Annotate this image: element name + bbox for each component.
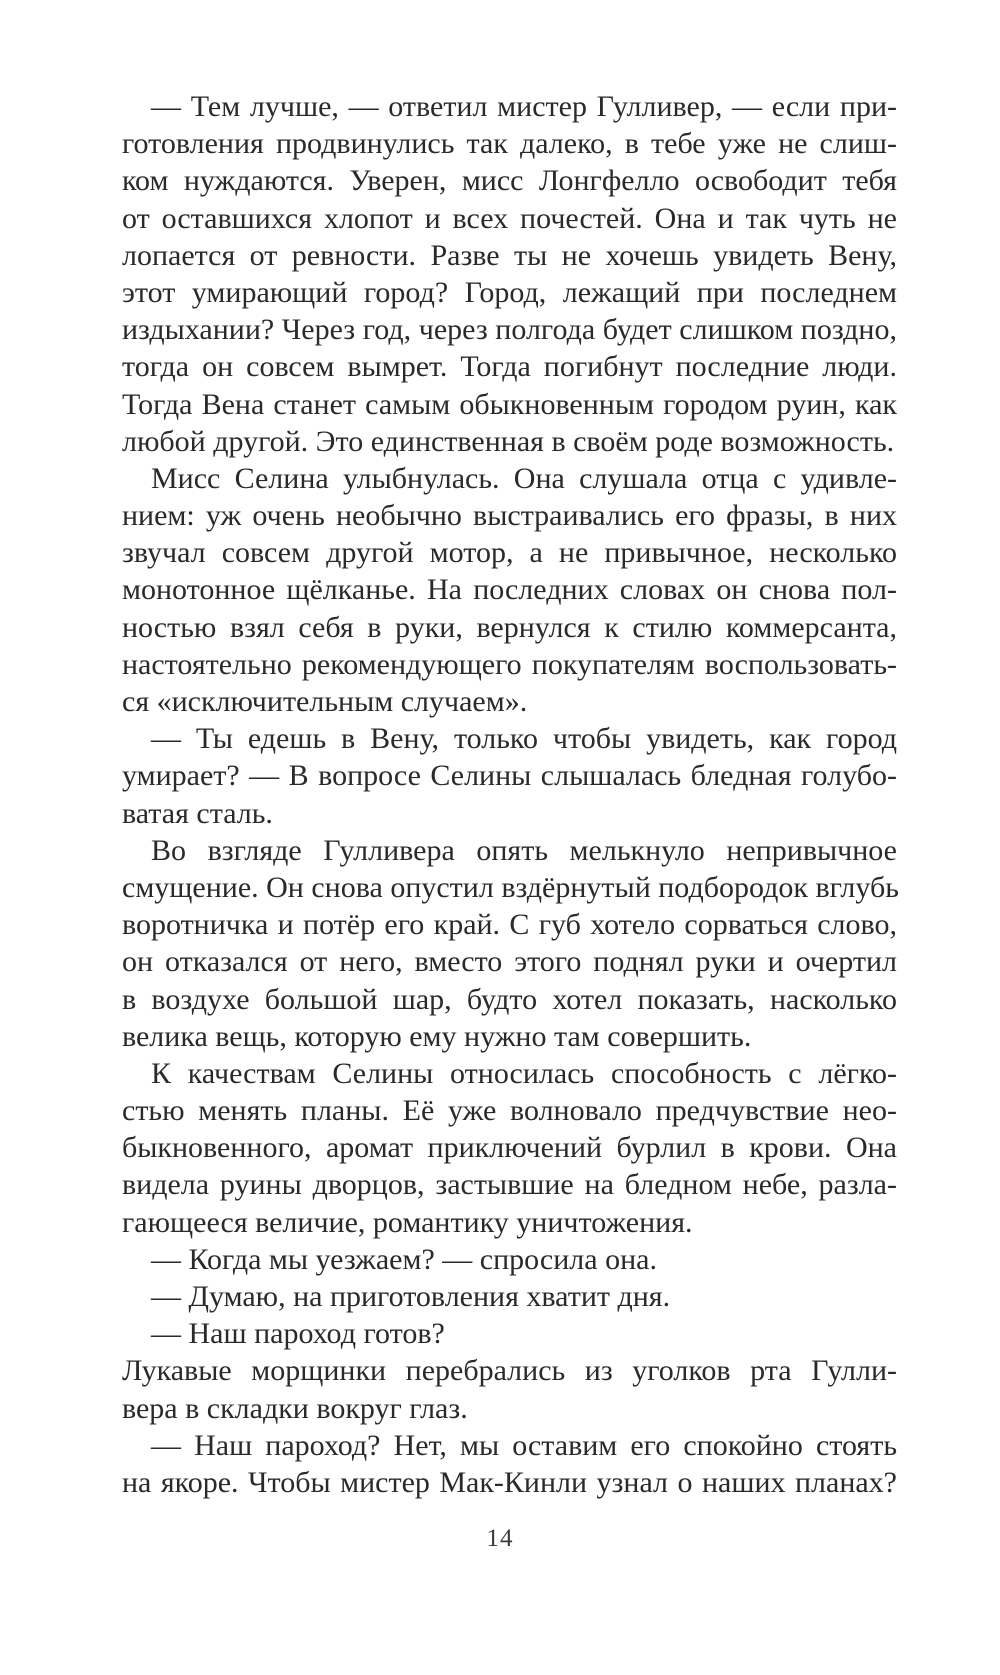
text-line: ностью взял себя в руки, вернулся к стилю коммерсанта, bbox=[122, 610, 897, 644]
text-line: быкновенного, аромат приключений бурлил в крови. Она bbox=[122, 1131, 897, 1165]
text-line: в воздухе большой шар, будто хотел показать, насколько bbox=[122, 982, 897, 1016]
text-line: ком нуждаются. Уверен, мисс Лонгфелло освободит тебя bbox=[122, 164, 897, 198]
text-line: воротничка и потёр его край. С губ хотело сорваться слово, bbox=[122, 908, 897, 942]
text-line: Мисс Селина улыбнулась. Она слушала отца с удивле- bbox=[151, 461, 897, 495]
text-line: видела руины дворцов, застывшие на бледном небе, разла- bbox=[122, 1168, 897, 1202]
text-line: ватая сталь. bbox=[122, 796, 273, 830]
text-line: стью менять планы. Её уже волновало предчувствие нео- bbox=[122, 1094, 897, 1128]
text-line: Тогда Вена станет самым обыкновенным городом руин, как bbox=[122, 387, 897, 421]
text-line: — Наш пароход? Нет, мы оставим его спокойно стоять bbox=[151, 1428, 897, 1462]
text-line: любой другой. Это единственная в своём роде возможность. bbox=[122, 424, 895, 458]
text-line: нием: уж очень необычно выстраивались его фразы, в них bbox=[122, 499, 897, 533]
text-line: монотонное щёлканье. На последних словах он снова пол- bbox=[122, 573, 897, 607]
text-line: лопается от ревности. Разве ты не хочешь увидеть Вену, bbox=[122, 238, 897, 272]
text-line: К качествам Селины относилась способность с лёгко- bbox=[151, 1056, 897, 1090]
text-line: звучал совсем другой мотор, а не привычное, несколько bbox=[122, 536, 897, 570]
text-line: он отказался от него, вместо этого поднял руки и очертил bbox=[122, 945, 897, 979]
text-line: Лукавые морщинки перебрались из уголков рта Гулли- bbox=[122, 1354, 897, 1388]
text-line: готовления продвинулись так далеко, в тебе уже не слиш- bbox=[122, 127, 897, 161]
text-line: Во взгляде Гулливера опять мелькнуло непривычное bbox=[151, 833, 897, 867]
text-line: — Наш пароход готов? bbox=[151, 1317, 445, 1351]
text-line: велика вещь, которую ему нужно там совершить. bbox=[122, 1019, 752, 1053]
text-line: смущение. Он снова опустил вздёрнутый подбородок вглубь bbox=[122, 870, 899, 904]
text-line: гающееся величие, романтику уничтожения. bbox=[122, 1205, 693, 1239]
text-line: вера в складки вокруг глаз. bbox=[122, 1391, 468, 1425]
page-number: 14 bbox=[486, 1525, 514, 1552]
text-line: этот умирающий город? Город, лежащий при последнем bbox=[122, 275, 897, 309]
page-body bbox=[122, 88, 897, 1501]
text-line: ся «исключительным случаем». bbox=[122, 685, 528, 718]
text-line: на якоре. Чтобы мистер Мак-Кинли узнал о наших планах? bbox=[122, 1465, 897, 1499]
text-line: умирает? — В вопросе Селины слышалась бледная голубо- bbox=[122, 759, 897, 793]
text-line: — Тем лучше, — ответил мистер Гулливер, — если при- bbox=[151, 90, 897, 123]
text-line: настоятельно рекомендующего покупателям воспользовать- bbox=[122, 647, 897, 681]
text-line: от оставшихся хлопот и всех почестей. Она и так чуть не bbox=[122, 201, 897, 235]
text-line: — Думаю, на приготовления хватит дня. bbox=[151, 1280, 671, 1313]
text-line: — Ты едешь в Вену, только чтобы увидеть, как город bbox=[151, 722, 897, 756]
text-line: — Когда мы уезжаем? — спросила она. bbox=[151, 1242, 657, 1276]
text-line: тогда он совсем вымрет. Тогда погибнут последние люди. bbox=[122, 350, 897, 384]
text-line: издыхании? Через год, через полгода будет слишком поздно, bbox=[122, 313, 897, 347]
